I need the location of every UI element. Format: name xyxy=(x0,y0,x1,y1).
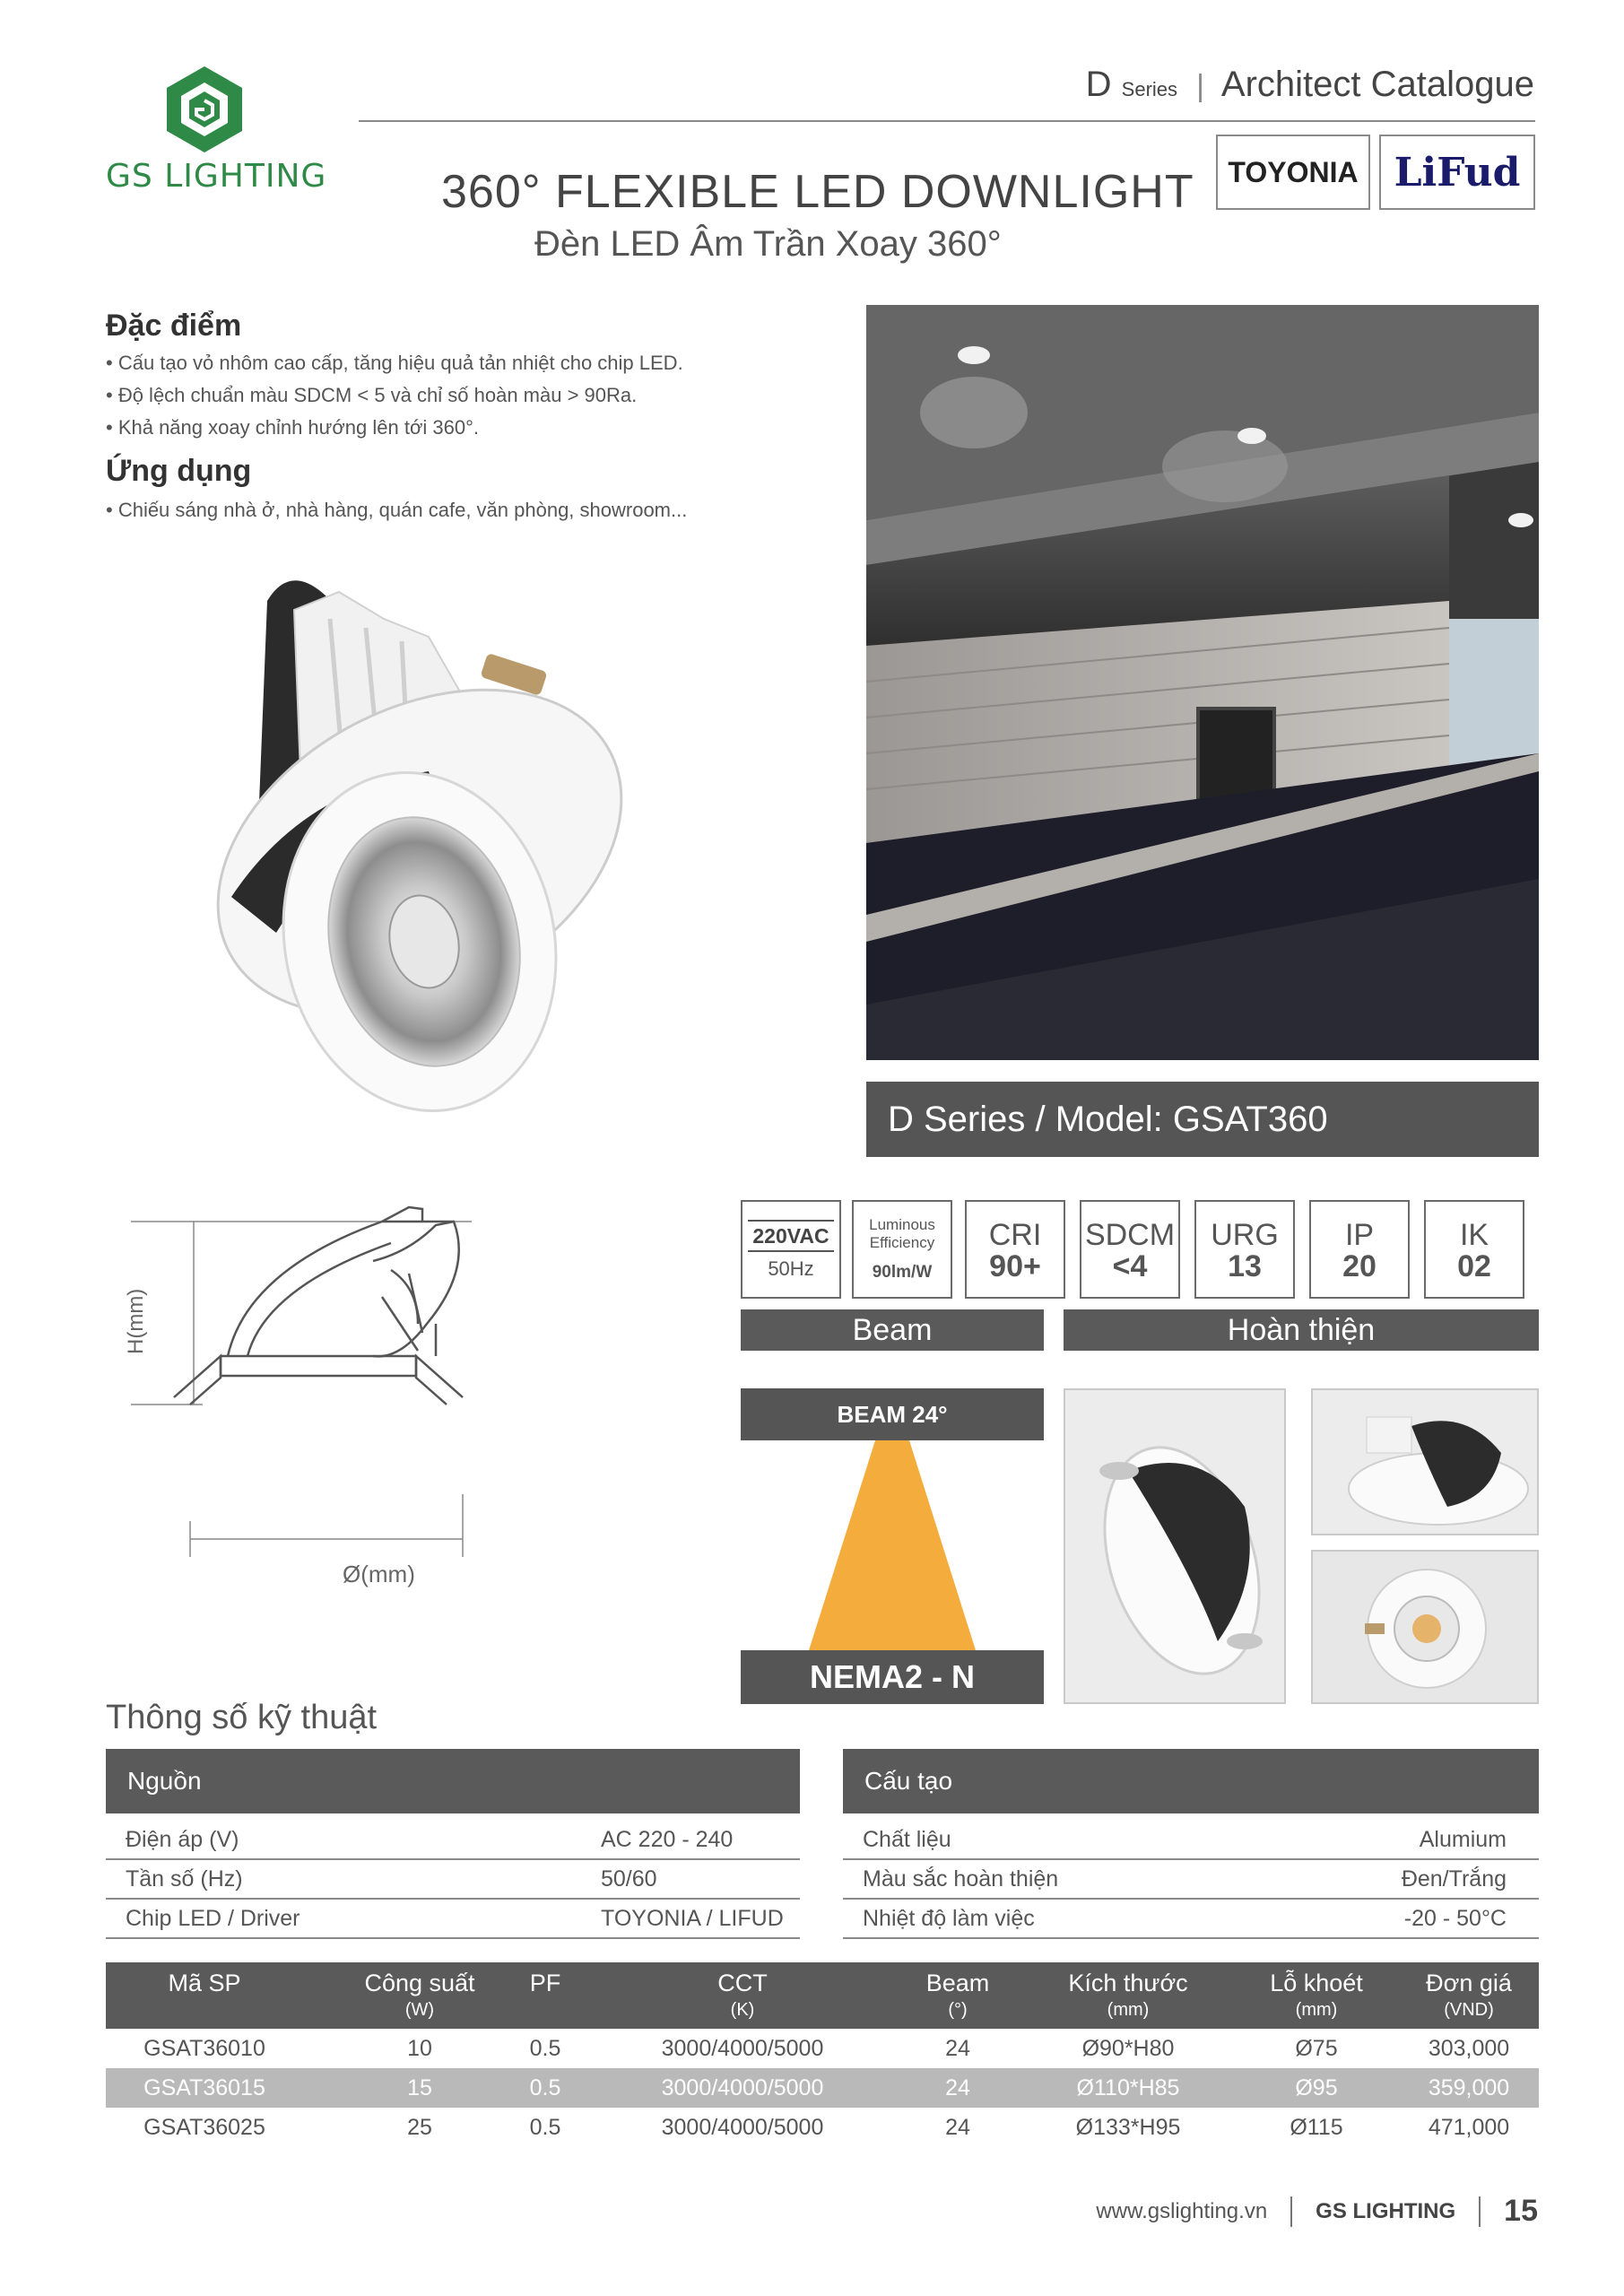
col-header-power: Công suất xyxy=(364,1970,475,1996)
page-footer xyxy=(1096,2194,1538,2229)
cell-price: 471,000 xyxy=(1428,2115,1510,2140)
structure-row xyxy=(843,1821,1539,1860)
header-rule xyxy=(359,120,1535,122)
sdcm-spec xyxy=(1080,1200,1180,1299)
structure-row-value: Đen/Trắng xyxy=(1401,1866,1507,1892)
finish-bar: Hoàn thiện xyxy=(1064,1309,1539,1351)
sdcm-value: <4 xyxy=(1112,1249,1148,1283)
col-header-power-unit: (W) xyxy=(404,2000,435,2020)
footer-divider xyxy=(1290,2196,1292,2227)
power-row-value: TOYONIA / LIFUD xyxy=(601,1905,784,1931)
cell-code: GSAT36015 xyxy=(143,2075,265,2100)
cell-power: 15 xyxy=(407,2075,432,2100)
ip-spec xyxy=(1309,1200,1410,1299)
urg-label: URG xyxy=(1211,1218,1279,1252)
power-row-value: 50/60 xyxy=(601,1866,657,1892)
cri-spec xyxy=(965,1200,1065,1299)
col-header-cutout: Lỗ khoét xyxy=(1270,1970,1363,1996)
cell-cct: 3000/4000/5000 xyxy=(661,2075,824,2100)
nema-label: NEMA2 - N xyxy=(741,1650,1044,1704)
series-small: Series xyxy=(1121,78,1178,100)
feature-item: • Khả năng xoay chỉnh hướng lên tới 360°. xyxy=(106,416,480,439)
cell-cct: 3000/4000/5000 xyxy=(661,2036,824,2061)
urg-spec xyxy=(1194,1200,1295,1299)
power-table xyxy=(106,1821,800,1939)
cell-code: GSAT36010 xyxy=(143,2036,265,2061)
series-heading xyxy=(1086,65,1534,105)
cell-price: 359,000 xyxy=(1428,2075,1510,2100)
luminous-label-2: Efficiency xyxy=(869,1234,935,1251)
cell-beam: 24 xyxy=(945,2115,970,2140)
structure-row xyxy=(843,1860,1539,1900)
footer-website-link[interactable]: www.gslighting.vn xyxy=(1096,2198,1268,2223)
structure-row-value: Alumium xyxy=(1419,1826,1507,1852)
power-table-header: Nguồn xyxy=(106,1749,800,1813)
ik-value: 02 xyxy=(1457,1249,1491,1283)
col-header-pf: PF xyxy=(529,1970,561,1996)
cell-cutout: Ø75 xyxy=(1295,2036,1338,2061)
finish-photo-top xyxy=(1311,1388,1539,1535)
power-row-label: Tần số (Hz) xyxy=(126,1866,243,1892)
logo-text: GS LIGHTING xyxy=(106,158,327,195)
cell-size: Ø133*H95 xyxy=(1075,2115,1181,2140)
toyonia-brand-box xyxy=(1216,135,1370,210)
lifud-logo: LiFud xyxy=(1394,149,1521,196)
cri-label: CRI xyxy=(988,1218,1042,1252)
product-table-header xyxy=(106,1962,1539,2029)
lifud-brand-box xyxy=(1379,135,1535,210)
ip-value: 20 xyxy=(1342,1249,1376,1283)
height-label: H(mm) xyxy=(124,1288,148,1354)
col-header-cct-unit: (K) xyxy=(730,2000,755,2020)
ik-spec xyxy=(1424,1200,1524,1299)
structure-row-label: Nhiệt độ làm việc xyxy=(863,1905,1035,1931)
finish-photo-front xyxy=(1311,1550,1539,1704)
gs-lighting-logo-icon xyxy=(163,65,246,154)
feature-item: • Cấu tạo vỏ nhôm cao cấp, tăng hiệu quả tản nhiệt cho chip LED. xyxy=(106,352,683,374)
cell-power: 25 xyxy=(407,2115,432,2140)
cell-size: Ø90*H80 xyxy=(1081,2036,1175,2061)
power-row xyxy=(106,1860,800,1900)
col-header-size: Kích thước xyxy=(1068,1970,1188,1996)
page-number: 15 xyxy=(1504,2194,1538,2228)
power-row-value: AC 220 - 240 xyxy=(601,1826,734,1852)
application-item: • Chiếu sáng nhà ở, nhà hàng, quán cafe, văn phòng, showroom... xyxy=(106,499,688,521)
structure-row-label: Chất liệu xyxy=(863,1826,951,1852)
ip-label: IP xyxy=(1344,1218,1375,1252)
model-bar: D Series / Model: GSAT360 xyxy=(866,1082,1539,1157)
power-row-label: Điện áp (V) xyxy=(126,1826,239,1852)
luminous-label-1: Luminous xyxy=(869,1216,935,1233)
sdcm-label: SDCM xyxy=(1084,1218,1176,1252)
cell-code: GSAT36025 xyxy=(143,2115,265,2140)
col-header-size-unit: (mm) xyxy=(1107,2000,1150,2020)
power-row xyxy=(106,1900,800,1939)
feature-item: • Độ lệch chuẩn màu SDCM < 5 và chỉ số hoàn màu > 90Ra. xyxy=(106,384,638,406)
power-row-label: Chip LED / Driver xyxy=(126,1905,300,1931)
application-title: Ứng dụng xyxy=(106,454,252,488)
voltage-spec xyxy=(741,1200,841,1299)
table-row xyxy=(106,2068,1539,2108)
series-separator: | xyxy=(1196,69,1204,103)
power-row xyxy=(106,1821,800,1860)
catalogue-label: Architect Catalogue xyxy=(1220,65,1534,104)
col-header-beam: Beam xyxy=(925,1970,990,1996)
frequency-value: 50Hz xyxy=(768,1257,814,1280)
structure-table xyxy=(843,1821,1539,1939)
col-header-price: Đơn giá xyxy=(1426,1970,1512,1996)
cell-pf: 0.5 xyxy=(529,2036,561,2061)
beam-angle-label: BEAM 24° xyxy=(741,1388,1044,1440)
beam-bar: Beam xyxy=(741,1309,1044,1351)
cri-value: 90+ xyxy=(989,1249,1041,1283)
structure-row xyxy=(843,1900,1539,1939)
toyonia-logo: TOYONIA xyxy=(1228,155,1359,188)
cell-cutout: Ø95 xyxy=(1295,2075,1338,2100)
luminous-efficiency-spec xyxy=(852,1200,952,1299)
finish-photo-white-black xyxy=(1064,1388,1286,1704)
series-letter: D xyxy=(1085,65,1112,104)
footer-brand: GS LIGHTING xyxy=(1316,2198,1456,2223)
footer-divider xyxy=(1479,2196,1481,2227)
col-header-code: Mã SP xyxy=(168,1970,241,1996)
table-row xyxy=(106,2108,1539,2147)
features-title: Đặc điểm xyxy=(106,309,242,343)
cell-beam: 24 xyxy=(945,2036,970,2061)
cell-cutout: Ø115 xyxy=(1290,2115,1343,2140)
tech-spec-title: Thông số kỹ thuật xyxy=(106,1699,378,1736)
structure-row-value: -20 - 50°C xyxy=(1403,1905,1507,1931)
page-title: 360° FLEXIBLE LED DOWNLIGHT xyxy=(441,166,1194,218)
structure-table-header: Cấu tạo xyxy=(843,1749,1539,1813)
cell-cct: 3000/4000/5000 xyxy=(661,2115,824,2140)
cell-beam: 24 xyxy=(945,2075,970,2100)
urg-value: 13 xyxy=(1228,1249,1262,1283)
cell-power: 10 xyxy=(407,2036,432,2061)
col-header-beam-unit: (°) xyxy=(948,2000,968,2020)
application-room-photo xyxy=(866,305,1539,1060)
product-photo xyxy=(195,556,698,1148)
col-header-cutout-unit: (mm) xyxy=(1295,2000,1338,2020)
luminous-value: 90lm/W xyxy=(872,1263,933,1282)
voltage-value: 220VAC xyxy=(748,1220,834,1252)
cell-pf: 0.5 xyxy=(529,2115,561,2140)
cell-size: Ø110*H85 xyxy=(1076,2075,1180,2100)
col-header-price-unit: (VND) xyxy=(1444,2000,1494,2020)
col-header-cct: CCT xyxy=(717,1970,768,1996)
table-row xyxy=(106,2029,1539,2068)
cell-price: 303,000 xyxy=(1428,2036,1510,2061)
cell-pf: 0.5 xyxy=(529,2075,561,2100)
page-subtitle: Đèn LED Âm Trần Xoay 360° xyxy=(534,224,1002,264)
diameter-label: Ø(mm) xyxy=(343,1561,415,1587)
structure-row-label: Màu sắc hoàn thiện xyxy=(863,1866,1059,1892)
ik-label: IK xyxy=(1459,1218,1489,1252)
